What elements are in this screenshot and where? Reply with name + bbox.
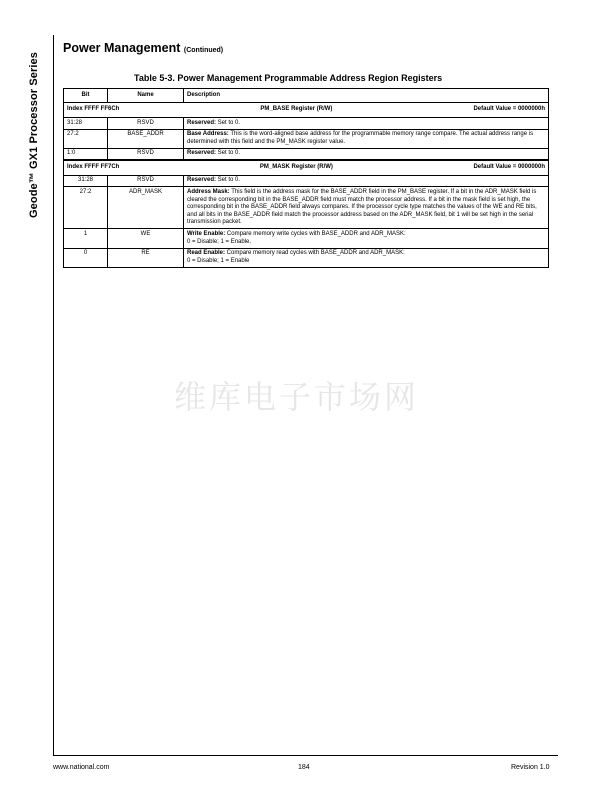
description-cell bbox=[184, 248, 549, 267]
description-term: Write Enable: bbox=[187, 230, 226, 237]
description-term: Reserved: bbox=[187, 177, 217, 184]
field-name-cell: ADR_MASK bbox=[108, 187, 184, 229]
section-title-text: Power Management bbox=[63, 41, 181, 55]
column-header-name: Name bbox=[108, 89, 184, 103]
column-header-bit: Bit bbox=[64, 89, 108, 103]
footer-revision: Revision 1.0 bbox=[511, 764, 550, 771]
register-index-row bbox=[64, 160, 549, 175]
description-text: Compare memory read cycles with BASE_ADDR and ADR_MASK: bbox=[225, 250, 405, 257]
register-index: Index FFFF FF6Ch bbox=[67, 106, 120, 113]
bit-cell: 27:2 bbox=[64, 129, 108, 148]
field-name-cell: RSVD bbox=[108, 148, 184, 160]
description-term: Address Mask: bbox=[187, 188, 230, 195]
description-term: Read Enable: bbox=[187, 250, 226, 257]
description-text: Set to 0. bbox=[216, 119, 241, 126]
bit-cell: 1:0 bbox=[64, 148, 108, 160]
table-row bbox=[64, 148, 549, 160]
register-name: PM_MASK Register (R/W) bbox=[259, 164, 333, 171]
table-row bbox=[64, 187, 549, 229]
bit-cell: 0 bbox=[64, 248, 108, 267]
description-text-line2: 0 = Disable; 1 = Enable bbox=[187, 257, 250, 264]
column-header-description: Description bbox=[184, 89, 549, 103]
table-header-row bbox=[64, 89, 549, 103]
description-text-line2: 0 = Disable; 1 = Enable. bbox=[187, 238, 252, 245]
section-title bbox=[63, 41, 223, 55]
description-text: Set to 0. bbox=[216, 177, 241, 184]
field-name-cell: WE bbox=[108, 229, 184, 248]
description-cell bbox=[184, 129, 549, 148]
watermark: 维库电子市场网 bbox=[174, 378, 420, 416]
bit-cell: 1 bbox=[64, 229, 108, 248]
table-row bbox=[64, 175, 549, 187]
table-caption: Table 5-3. Power Management Programmable Address Region Registers bbox=[134, 73, 443, 83]
field-name-cell: RE bbox=[108, 248, 184, 267]
bit-cell: 31:28 bbox=[64, 175, 108, 187]
description-cell bbox=[184, 118, 549, 130]
table-row bbox=[64, 248, 549, 267]
description-text: This field is the address mask for the BASE_ADDR field in the PM_BASE register. If a bit in the ADR_MASK field is cleared the corresponding bit in the BASE_ADDR field must match the processor address. If a bit in the mask field is set high, the corresponding bit in the BASE_ADDR field always compares. If the processor cycle type matches the values of the WE and RE bits, and all bits in the BASE_ADDR field match the processor address based on the ADR_MASK field, bit 1 will be set high in the serial transmission packet. bbox=[187, 188, 537, 226]
footer-page-number: 184 bbox=[298, 764, 310, 771]
bit-cell: 27:2 bbox=[64, 187, 108, 229]
description-term: Reserved: bbox=[187, 150, 217, 157]
description-text: Compare memory write cycles with BASE_ADDR and ADR_MASK: bbox=[225, 230, 406, 237]
register-default-value: Default Value = 0000000h bbox=[473, 106, 545, 113]
register-name: PM_BASE Register (R/W) bbox=[260, 106, 333, 113]
description-text: This is the word-aligned base address for the programmable memory range compare. The actual address range is determined with this field and the PM_MASK register value. bbox=[187, 131, 534, 145]
left-frame-line bbox=[53, 35, 54, 755]
section-continued-label: (Continued) bbox=[183, 47, 224, 54]
description-cell bbox=[184, 148, 549, 160]
table-row bbox=[64, 118, 549, 130]
field-name-cell: BASE_ADDR bbox=[108, 129, 184, 148]
register-default-value: Default Value = 0000000h bbox=[473, 164, 545, 171]
table-row bbox=[64, 129, 549, 148]
field-name-cell: RSVD bbox=[108, 118, 184, 130]
bottom-frame-line bbox=[53, 755, 558, 756]
description-cell bbox=[184, 175, 549, 187]
register-table bbox=[63, 88, 549, 268]
bit-cell: 31:28 bbox=[64, 118, 108, 130]
description-cell bbox=[184, 229, 549, 248]
description-term: Reserved: bbox=[187, 119, 217, 126]
register-index: Index FFFF FF7Ch bbox=[67, 164, 120, 171]
description-cell bbox=[184, 187, 549, 229]
side-series-title: Geode™ GX1 Processor Series bbox=[28, 52, 40, 218]
register-index-row bbox=[64, 103, 549, 118]
field-name-cell: RSVD bbox=[108, 175, 184, 187]
footer-website-link[interactable]: www.national.com bbox=[53, 764, 110, 771]
description-term: Base Address: bbox=[187, 131, 229, 138]
table-row bbox=[64, 229, 549, 248]
description-text: Set to 0. bbox=[216, 150, 241, 157]
